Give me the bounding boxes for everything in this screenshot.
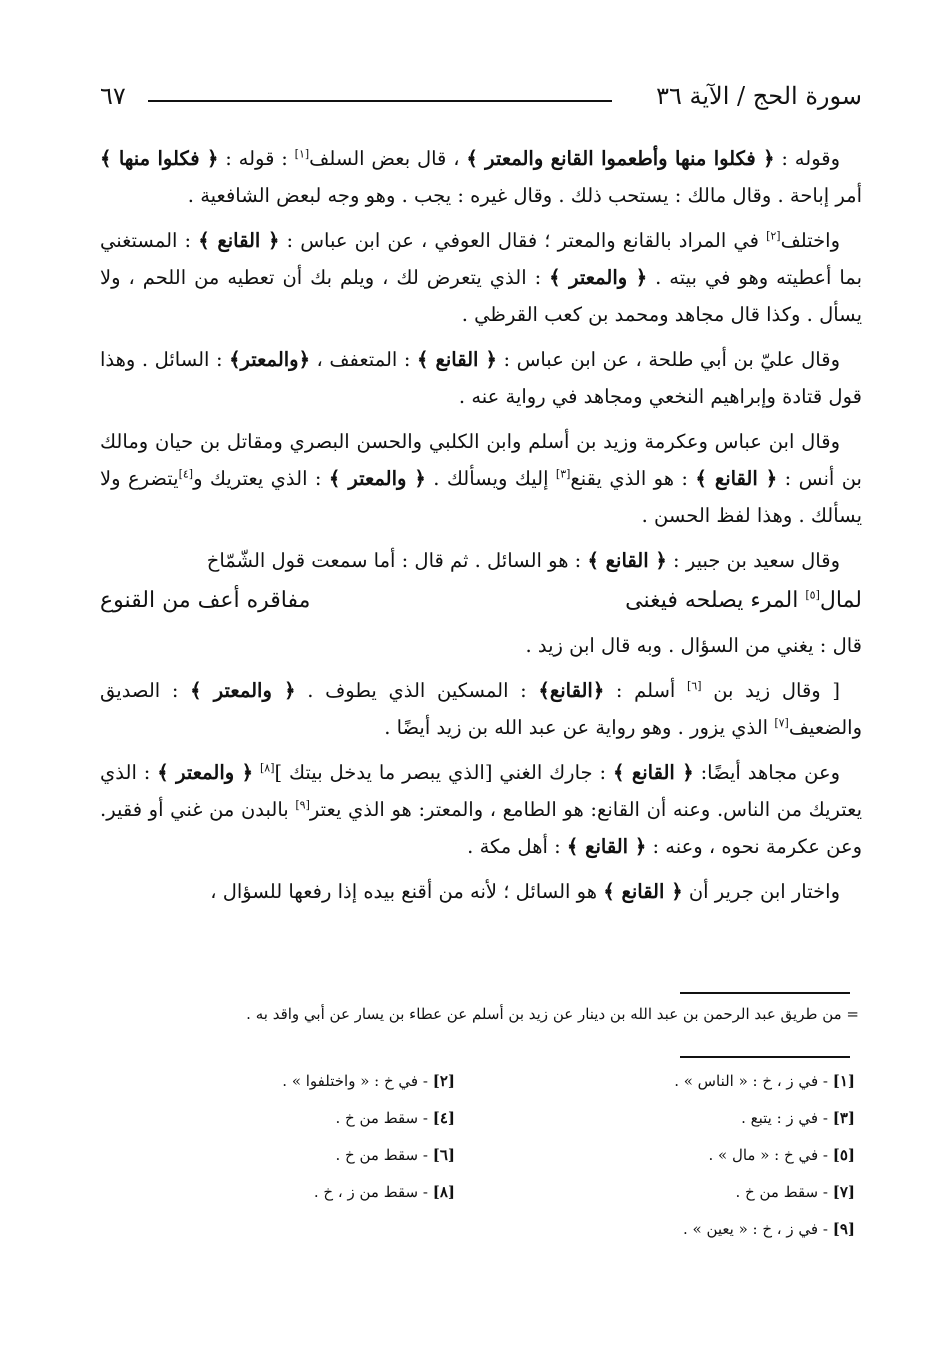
quran-quote: ﴿ والمعتر ﴾: [549, 266, 648, 289]
text-span: : جارك الغني [الذي يبصر ما يدخل بيتك ]: [274, 761, 613, 784]
footnote-5: [708, 1146, 855, 1164]
paragraph-8: [100, 754, 862, 865]
footnote-9: [683, 1220, 855, 1238]
footnote-number: [٨]: [432, 1183, 455, 1201]
text-span: يتضرع ولا يسألك . وهذا لفظ الحسن .: [100, 467, 862, 527]
paragraph-2: [100, 222, 862, 333]
footnote-8: [314, 1183, 455, 1201]
text-span: : المستغني بما أعطيته وهو في بيته .: [100, 229, 862, 289]
text-span: إليك ويسألك .: [425, 467, 556, 490]
text-span: هو السائل ؛ لأنه من أقنع بيده إذا رفعها للسؤال ،: [210, 880, 604, 903]
page-number: ٦٧: [100, 82, 126, 110]
paragraph-4: [100, 423, 862, 534]
text-span: [253, 761, 260, 784]
text-span: : المتعفف ،: [310, 348, 417, 371]
footnote-number: [٥]: [832, 1146, 855, 1164]
paragraph-3: [100, 341, 862, 415]
paragraph-7: [100, 672, 862, 746]
quran-quote: ﴿ القانع ﴾: [566, 835, 647, 858]
footnote-number: [٢]: [432, 1072, 455, 1090]
text-span: [ وقال زيد بن: [701, 679, 840, 702]
text-span: وقال عليّ بن أبي طلحة ، عن ابن عباس :: [496, 348, 840, 371]
text-span: : المسكين الذي يطوف .: [295, 679, 539, 702]
quran-quote: ﴿ القانع ﴾: [612, 761, 694, 784]
text-span: واختلف: [780, 229, 840, 252]
text-span: : الذي يعتريك من الناس. وعنه أن القانع: هو الطامع ، والمعتر: هو الذي يعتر: [100, 761, 863, 821]
text-span: : الصديق والضعيف: [100, 679, 862, 739]
text-span: لمال: [819, 588, 862, 613]
quran-quote: ﴿ فكلوا منها ﴾: [100, 147, 219, 170]
footnote-text: - سقط من خ .: [735, 1183, 833, 1201]
text-span: : أهل مكة .: [467, 835, 567, 858]
poetry-verse: [100, 581, 862, 621]
footnote-text: - في خ : « مال » .: [708, 1146, 833, 1164]
footnote-6: [336, 1146, 456, 1164]
running-title: سورة الحج / الآية ٣٦: [656, 82, 862, 110]
quran-quote: ﴿ القانع ﴾: [416, 348, 497, 371]
quran-quote: ﴿ والمعتر ﴾: [328, 467, 426, 490]
header-rule: [148, 100, 612, 102]
text-span: : الذي يتعرض لك ، ويلم بك أن تعطيه من اللحم ، ولا يسأل . وكذا قال مجاهد ومحمد بن كعب القرظي .: [100, 266, 862, 326]
paragraph-5: [100, 542, 862, 579]
footnote-ref[interactable]: [٨]: [259, 761, 275, 775]
quran-quote: ﴿والمعتر﴾: [229, 348, 311, 371]
footnote-7: [736, 1183, 856, 1201]
verse-first-half: [625, 581, 862, 621]
verse-second-half: مفاقره أعف من القنوع: [100, 588, 311, 613]
quran-quote: ﴿ والمعتر ﴾: [190, 679, 296, 702]
footnote-text: - سقط من خ .: [335, 1109, 433, 1127]
footnote-number: [٣]: [832, 1109, 855, 1127]
footnote-divider: [680, 1056, 850, 1058]
text-span: : السائل . وهذا قول قتادة وإبراهيم النخعي ومجاهد في رواية عنه .: [100, 348, 862, 408]
quran-quote: ﴿ والمعتر ﴾: [157, 761, 254, 784]
footnote-ref[interactable]: [٤]: [178, 467, 194, 481]
main-text: [100, 140, 862, 918]
text-span: : الذي يعتريك و: [193, 467, 329, 490]
text-span: وقوله :: [774, 147, 841, 170]
paragraph-6: [100, 627, 862, 664]
footnote-1: [674, 1072, 855, 1090]
text-span: قال : يغني من السؤال . وبه قال ابن زيد .: [525, 634, 862, 657]
quran-quote: ﴿ القانع ﴾: [198, 229, 280, 252]
text-span: المرء يصلحه فيغنى: [625, 588, 806, 613]
quran-quote: ﴿ القانع ﴾: [695, 467, 778, 490]
quran-quote: ﴿القانع﴾: [538, 679, 605, 702]
paragraph-1: [100, 140, 862, 214]
footnote-ref[interactable]: [٦]: [687, 679, 702, 693]
footnote-ref[interactable]: [٧]: [774, 716, 789, 730]
footnote-ref[interactable]: [٢]: [766, 229, 781, 243]
text-span: وقال ابن عباس وعكرمة وزيد بن أسلم وابن الكلبي والحسن البصري ومقاتل بن حيان ومالك بن أنس :: [100, 430, 862, 490]
footnote-number: [٧]: [832, 1183, 855, 1201]
footnote-ref[interactable]: [٣]: [555, 467, 571, 481]
text-span: بالبدن من غني أو فقير. وعن عكرمة نحوه ، وعنه :: [100, 798, 862, 858]
text-span: : هو الذي يقنع: [570, 467, 696, 490]
footnote-text: - في خ : « واختلفوا » .: [282, 1072, 433, 1090]
text-span: في المراد بالقانع والمعتر ؛ فقال العوفي ، عن ابن عباس :: [279, 229, 767, 252]
text-span: واختار ابن جرير أن: [682, 880, 840, 903]
page-header: [100, 78, 862, 118]
text-span: : قوله :: [218, 147, 295, 170]
footnote-ref[interactable]: [١]: [294, 147, 310, 161]
paragraph-9: [100, 873, 862, 910]
footnote-text: - في ز : يتبع .: [741, 1109, 833, 1127]
footnote-3: [741, 1109, 855, 1127]
footnote-4: [336, 1109, 456, 1127]
footnote-number: [١]: [832, 1072, 855, 1090]
footnote-text: - في ز ، خ : « يعين » .: [682, 1220, 833, 1238]
footnote-number: [٤]: [432, 1109, 455, 1127]
text-span: أسلم :: [604, 679, 688, 702]
text-span: أمر إباحة . وقال مالك : يستحب ذلك . وقال غيره : يجب . وهو وجه لبعض الشافعية .: [187, 184, 862, 207]
footnote-divider: [680, 992, 850, 994]
footnote-ref[interactable]: [٩]: [295, 798, 310, 812]
text-span: ، قال بعض السلف: [309, 147, 467, 170]
text-span: الذي يزور . وهو رواية عن عبد الله بن زيد أيضًا .: [384, 716, 775, 739]
text-span: وعن مجاهد أيضًا:: [693, 761, 840, 784]
text-span: وقال سعيد بن جبير :: [666, 549, 840, 572]
footnote-text: - سقط من ز ، خ .: [313, 1183, 433, 1201]
footnote-text: - في ز ، خ : « الناس » .: [674, 1072, 833, 1090]
quran-quote: ﴿ فكلوا منها وأطعموا القانع والمعتر ﴾: [466, 147, 775, 170]
footnote-2: [282, 1072, 455, 1090]
text-span: : هو السائل . ثم قال : أما سمعت قول الشّمّاخ: [206, 549, 588, 572]
quran-quote: ﴿ القانع ﴾: [587, 549, 667, 572]
footnote-number: [٩]: [832, 1220, 855, 1238]
quran-quote: ﴿ القانع ﴾: [603, 880, 683, 903]
footnote-ref[interactable]: [٥]: [805, 588, 820, 602]
footnote-number: [٦]: [432, 1146, 455, 1164]
footnote-text: - سقط من خ .: [335, 1146, 433, 1164]
footnote-continuation: = من طريق عبد الرحمن بن عبد الله بن دينار عن زيد بن أسلم عن عطاء بن يسار عن أبي واقد به .: [246, 1005, 859, 1023]
